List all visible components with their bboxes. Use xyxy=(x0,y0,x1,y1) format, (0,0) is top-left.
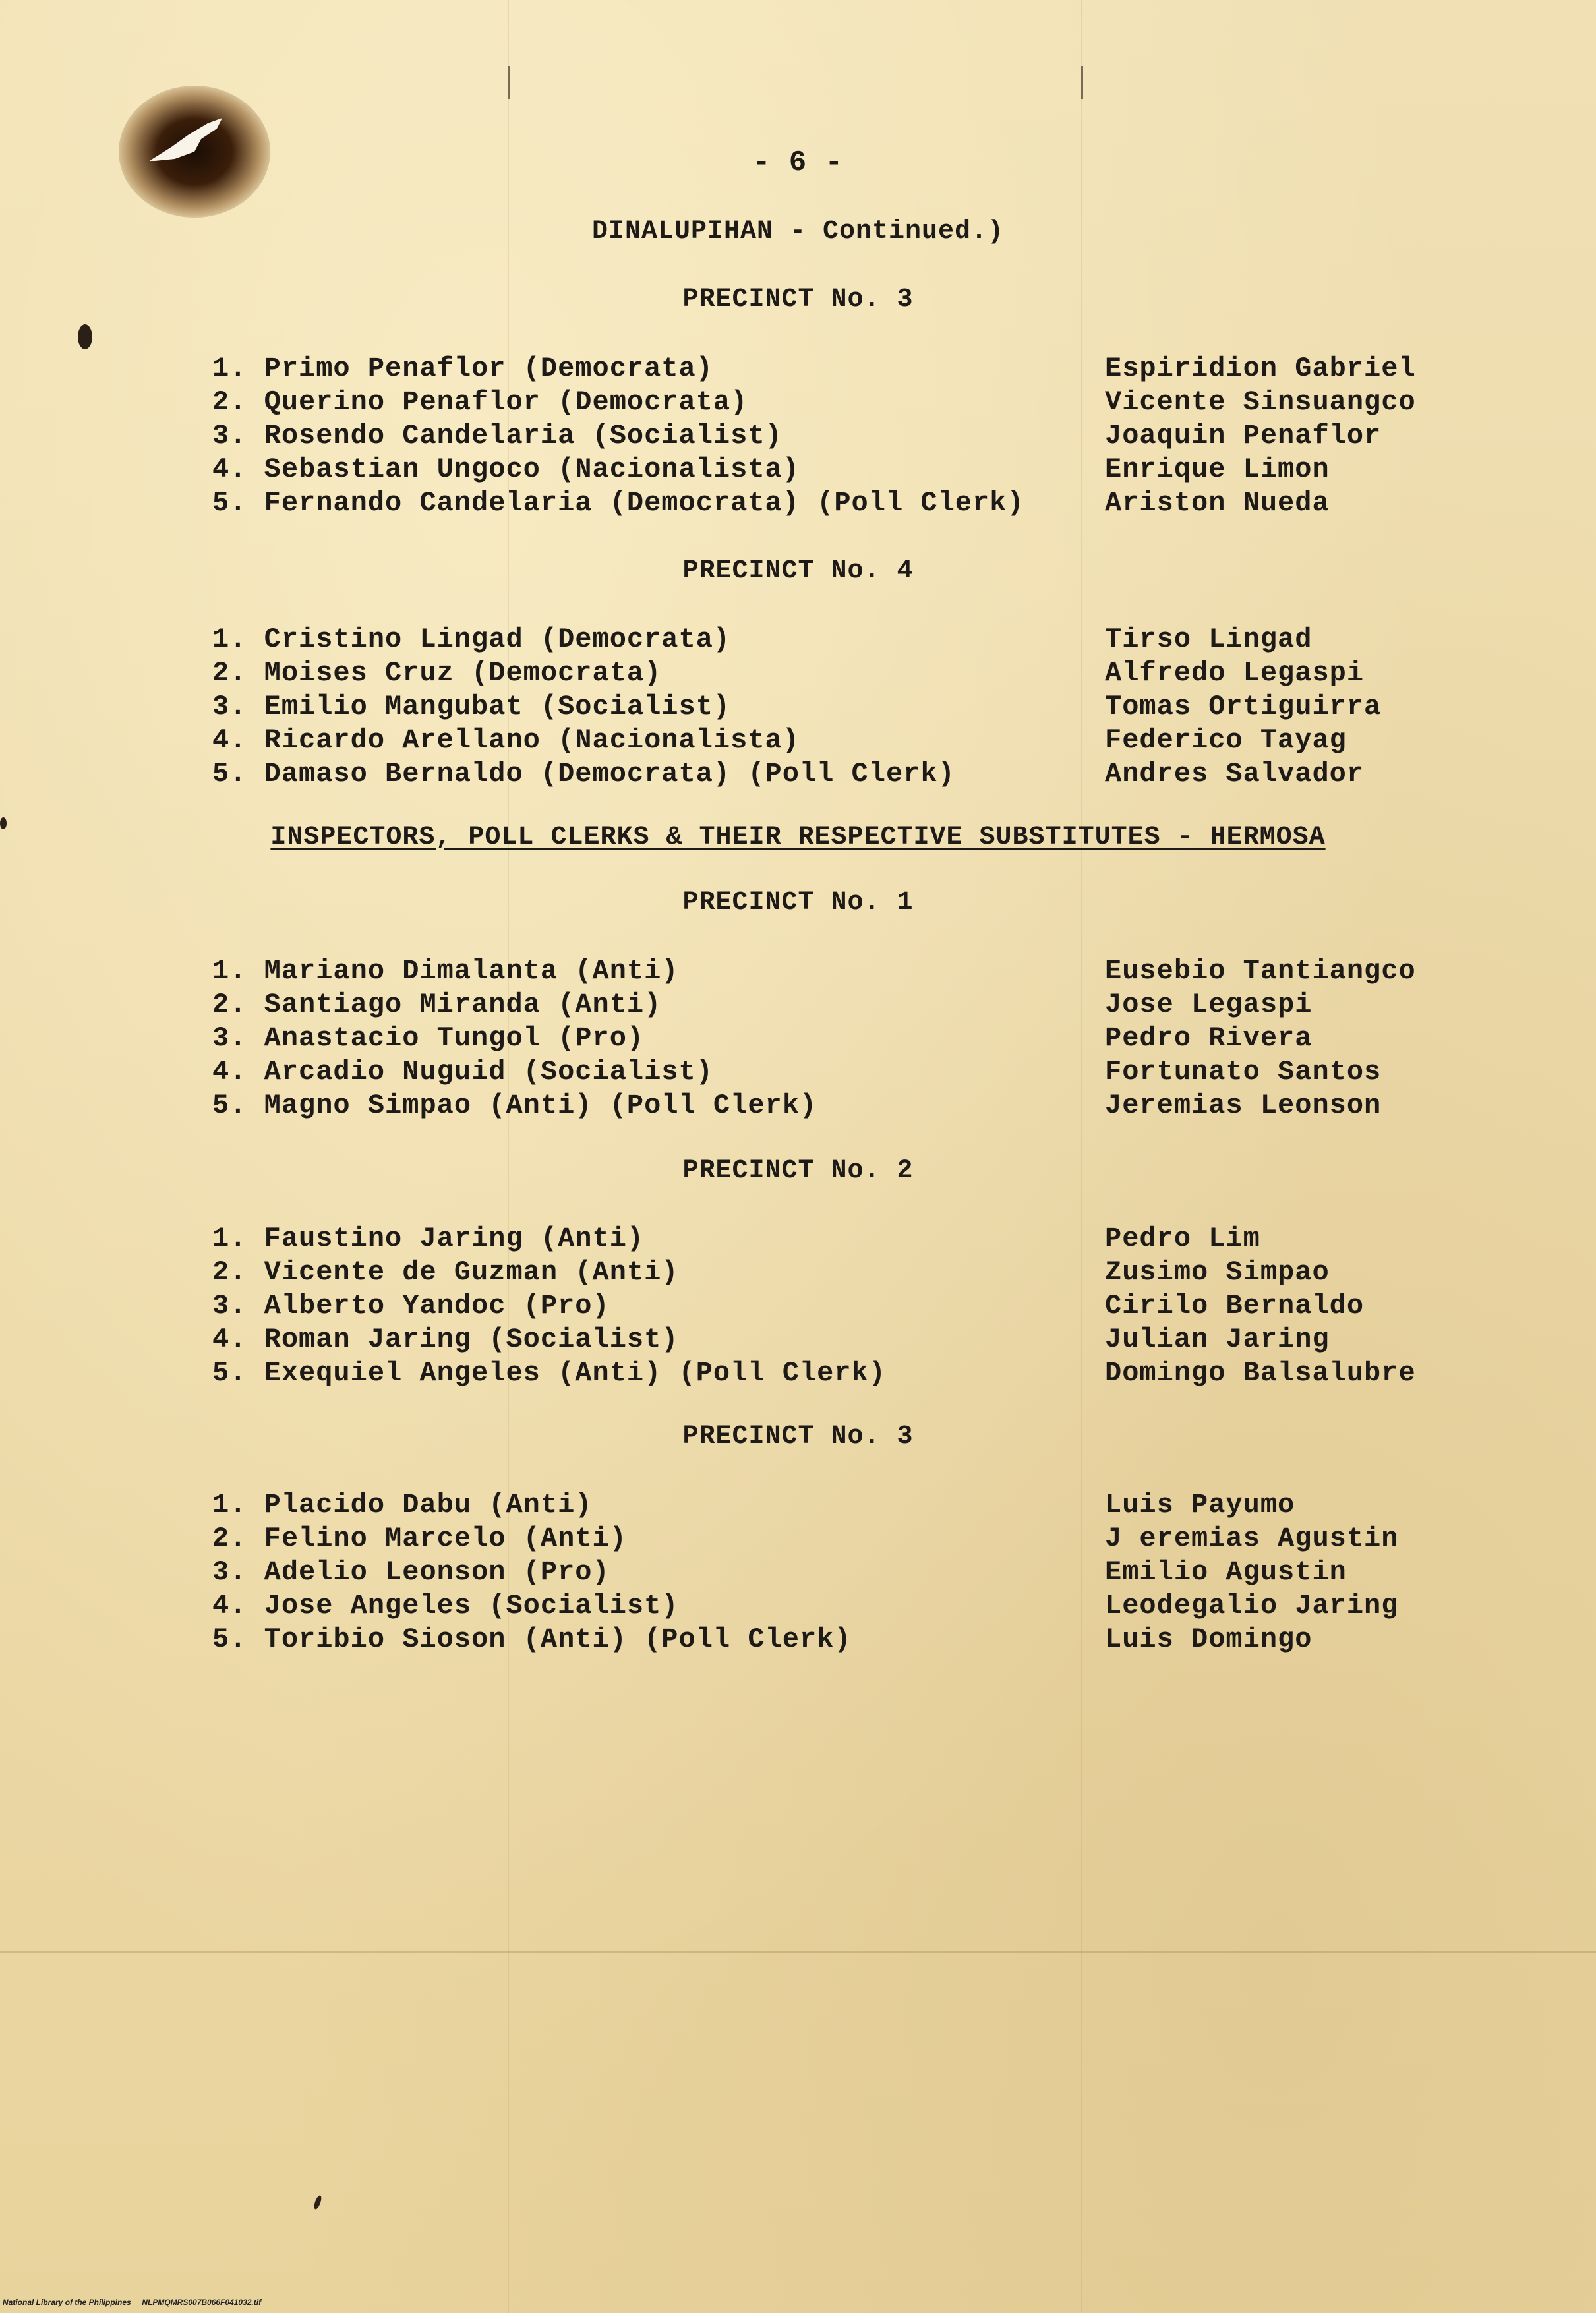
section-heading-hermosa: INSPECTORS, POLL CLERKS & THEIR RESPECTIVE SUBSTITUTES - HERMOSA xyxy=(270,823,1326,852)
ink-blot xyxy=(78,324,92,349)
substitute-entry: Jeremias Leonson xyxy=(1105,1090,1382,1121)
inspector-entry: 5. Exequiel Angeles (Anti) (Poll Clerk) xyxy=(212,1357,886,1389)
substitute-entry: Luis Domingo xyxy=(1105,1624,1313,1655)
substitute-entry: Alfredo Legaspi xyxy=(1105,657,1365,689)
archive-footer: National Library of the Philippines NLPMQMRS007B066F041032.tif xyxy=(3,2298,262,2307)
substitute-entry: Luis Payumo xyxy=(1105,1489,1295,1521)
substitute-entry: Emilio Agustin xyxy=(1105,1556,1347,1588)
substitute-entry: Espiridion Gabriel xyxy=(1105,353,1416,384)
inspector-entry: 3. Rosendo Candelaria (Socialist) xyxy=(212,420,783,452)
substitute-entry: Pedro Rivera xyxy=(1105,1022,1313,1054)
precinct-title: PRECINCT No. 2 xyxy=(682,1156,914,1186)
paper-fold-crease xyxy=(0,1951,1596,1953)
staple-mark-left xyxy=(508,66,510,99)
inspector-entry: 5. Fernando Candelaria (Democrata) (Poll Clerk) xyxy=(212,487,1024,519)
staple-mark-right xyxy=(1081,66,1083,99)
substitute-entry: J eremias Agustin xyxy=(1105,1523,1399,1554)
inspector-entry: 2. Moises Cruz (Democrata) xyxy=(212,657,662,689)
inspector-entry: 5. Toribio Sioson (Anti) (Poll Clerk) xyxy=(212,1624,852,1655)
substitute-entry: Eusebio Tantiangco xyxy=(1105,955,1416,987)
substitute-entry: Tirso Lingad xyxy=(1105,624,1313,655)
substitute-entry: Julian Jaring xyxy=(1105,1324,1330,1355)
inspector-entry: 3. Adelio Leonson (Pro) xyxy=(212,1556,610,1588)
precinct-title: PRECINCT No. 4 xyxy=(682,556,914,586)
inspector-entry: 5. Damaso Bernaldo (Democrata) (Poll Clerk) xyxy=(212,758,955,790)
page-number: - 6 - xyxy=(752,146,844,179)
substitute-entry: Pedro Lim xyxy=(1105,1223,1260,1254)
precinct-title: PRECINCT No. 3 xyxy=(682,285,914,314)
inspector-entry: 1. Cristino Lingad (Democrata) xyxy=(212,624,731,655)
inspector-entry: 4. Arcadio Nuguid (Socialist) xyxy=(212,1056,713,1088)
substitute-entry: Tomas Ortiguirra xyxy=(1105,691,1382,722)
inspector-entry: 1. Primo Penaflor (Democrata) xyxy=(212,353,713,384)
inspector-entry: 4. Sebastian Ungoco (Nacionalista) xyxy=(212,454,800,485)
inspector-entry: 2. Felino Marcelo (Anti) xyxy=(212,1523,627,1554)
substitute-entry: Domingo Balsalubre xyxy=(1105,1357,1416,1389)
substitute-entry: Leodegalio Jaring xyxy=(1105,1590,1399,1622)
inspector-entry: 3. Alberto Yandoc (Pro) xyxy=(212,1290,610,1322)
inspector-entry: 3. Emilio Mangubat (Socialist) xyxy=(212,691,731,722)
substitute-entry: Joaquin Penaflor xyxy=(1105,420,1382,452)
inspector-entry: 5. Magno Simpao (Anti) (Poll Clerk) xyxy=(212,1090,817,1121)
inspector-entry: 4. Roman Jaring (Socialist) xyxy=(212,1324,679,1355)
section-continued-heading: DINALUPIHAN - Continued.) xyxy=(591,217,1005,247)
precinct-title: PRECINCT No. 1 xyxy=(682,888,914,918)
inspector-entry: 4. Jose Angeles (Socialist) xyxy=(212,1590,679,1622)
substitute-entry: Vicente Sinsuangco xyxy=(1105,386,1416,418)
inspector-entry: 3. Anastacio Tungol (Pro) xyxy=(212,1022,645,1054)
ink-speck xyxy=(312,2194,322,2210)
substitute-entry: Zusimo Simpao xyxy=(1105,1256,1330,1288)
substitute-entry: Enrique Limon xyxy=(1105,454,1330,485)
substitute-entry: Cirilo Bernaldo xyxy=(1105,1290,1365,1322)
inspector-entry: 1. Placido Dabu (Anti) xyxy=(212,1489,593,1521)
inspector-entry: 1. Mariano Dimalanta (Anti) xyxy=(212,955,679,987)
inspector-entry: 4. Ricardo Arellano (Nacionalista) xyxy=(212,724,800,756)
substitute-entry: Andres Salvador xyxy=(1105,758,1365,790)
substitute-entry: Federico Tayag xyxy=(1105,724,1347,756)
substitute-entry: Ariston Nueda xyxy=(1105,487,1330,519)
inspector-entry: 2. Vicente de Guzman (Anti) xyxy=(212,1256,679,1288)
inspector-entry: 1. Faustino Jaring (Anti) xyxy=(212,1223,645,1254)
substitute-entry: Jose Legaspi xyxy=(1105,989,1313,1020)
inspector-entry: 2. Santiago Miranda (Anti) xyxy=(212,989,662,1020)
precinct-title: PRECINCT No. 3 xyxy=(682,1422,914,1451)
substitute-entry: Fortunato Santos xyxy=(1105,1056,1382,1088)
inspector-entry: 2. Querino Penaflor (Democrata) xyxy=(212,386,748,418)
